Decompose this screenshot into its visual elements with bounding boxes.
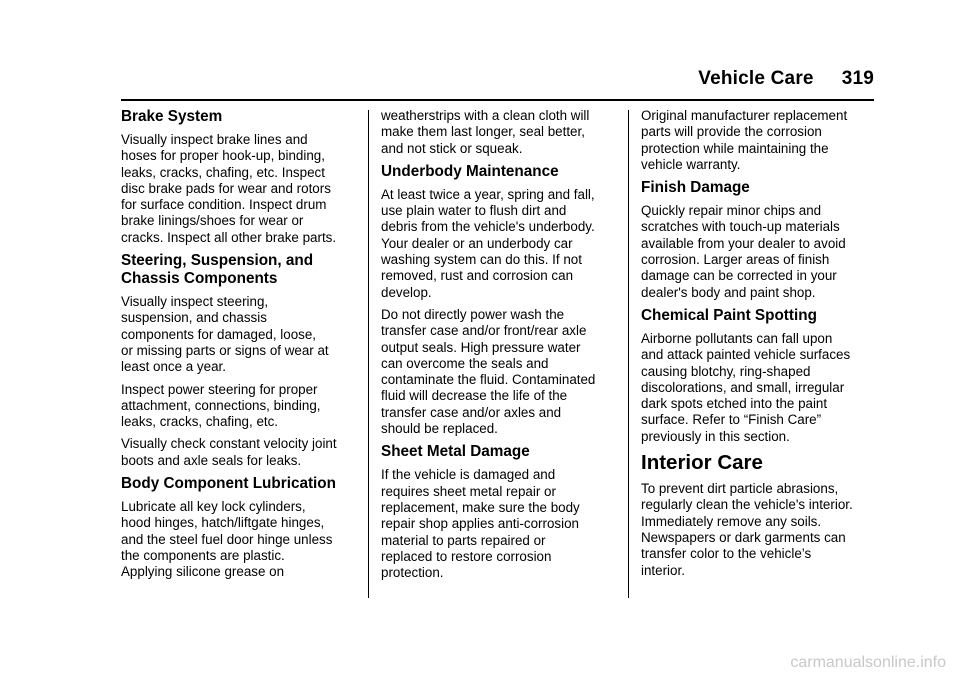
body-paragraph: Lubricate all key lock cylinders, hood hinges, hatch/liftgate hinges, and the steel fuel door hinge unless the components are plastic. Applying silicone grease on [121, 499, 333, 580]
body-paragraph: Original manufacturer replacement parts will provide the corrosion protection while maintaining the vehicle warranty. [641, 108, 848, 172]
body-paragraph: At least twice a year, spring and fall, use plain water to flush dirt and debris from the vehicle's underbody. Your dealer or an underbody car washing system can do this. If not removed, rust and corrosion can develop. [381, 186, 595, 300]
section-title: Vehicle Care [698, 68, 814, 89]
body-paragraph: Quickly repair minor chips and scratches with touch-up materials available from your dealer to avoid corrosion. Larger areas of finish damage can be corrected in your dealer's body and paint shop. [641, 203, 846, 300]
body-paragraph: Inspect power steering for proper attachment, connections, binding, leaks, cracks, chafing, etc. [121, 381, 321, 430]
column-divider-1 [368, 110, 369, 598]
body-paragraph: Airborne pollutants can fall upon and attack painted vehicle surfaces causing blotchy, ring-shaped discolorations, and small, irregular dark spots etched into the paint surface. Refer to “Finish Care” previously in this section. [641, 330, 851, 444]
body-paragraph: Do not directly power wash the transfer case and/or front/rear axle output seals. High pressure water can overcome the seals and contaminate the fluid. Contaminated fluid will decrease the life of the transfer case and/or axles and should be replaced. [381, 306, 596, 437]
page-header [698, 68, 874, 90]
subsection-heading: Finish Damage [641, 179, 750, 197]
column-1 [121, 108, 357, 587]
subsection-heading: Steering, Suspension, and Chassis Components [121, 252, 314, 288]
body-paragraph: If the vehicle is damaged and requires sheet metal repair or replacement, make sure the body repair shop applies anti-corrosion material to parts repaired or replaced to restore corrosion protection. [381, 467, 580, 581]
page-number: 319 [841, 68, 874, 89]
subsection-heading: Brake System [121, 108, 223, 125]
watermark[interactable]: carmanualsonline.info [790, 654, 946, 671]
body-paragraph: To prevent dirt particle abrasions, regularly clean the vehicle's interior. Immediately remove any soils. Newspapers or dark garments can transfer color to the vehicle’s interior. [641, 481, 853, 578]
body-paragraph: weatherstrips with a clean cloth will make them last longer, seal better, and not stick or squeak. [381, 108, 590, 156]
body-paragraph: Visually inspect brake lines and hoses for proper hook-up, binding, leaks, cracks, chafing, etc. Inspect disc brake pads for wear and rotors for surface condition. Inspect drum brake linings/shoes for wear or cracks. Inspect all other brake parts. [121, 132, 337, 245]
header-rule [121, 99, 874, 101]
section-heading: Interior Care [641, 451, 763, 475]
column-3 [641, 108, 877, 585]
subsection-heading: Sheet Metal Damage [381, 443, 530, 461]
subsection-heading: Chemical Paint Spotting [641, 306, 817, 324]
subsection-heading: Body Component Lubrication [121, 475, 336, 493]
body-paragraph: Visually inspect steering, suspension, and chassis components for damaged, loose, or missing parts or signs of wear at least once a year. [121, 294, 329, 375]
column-divider-2 [628, 110, 629, 598]
subsection-heading: Underbody Maintenance [381, 162, 559, 180]
column-2 [381, 108, 617, 587]
body-paragraph: Visually check constant velocity joint boots and axle seals for leaks. [121, 436, 337, 468]
